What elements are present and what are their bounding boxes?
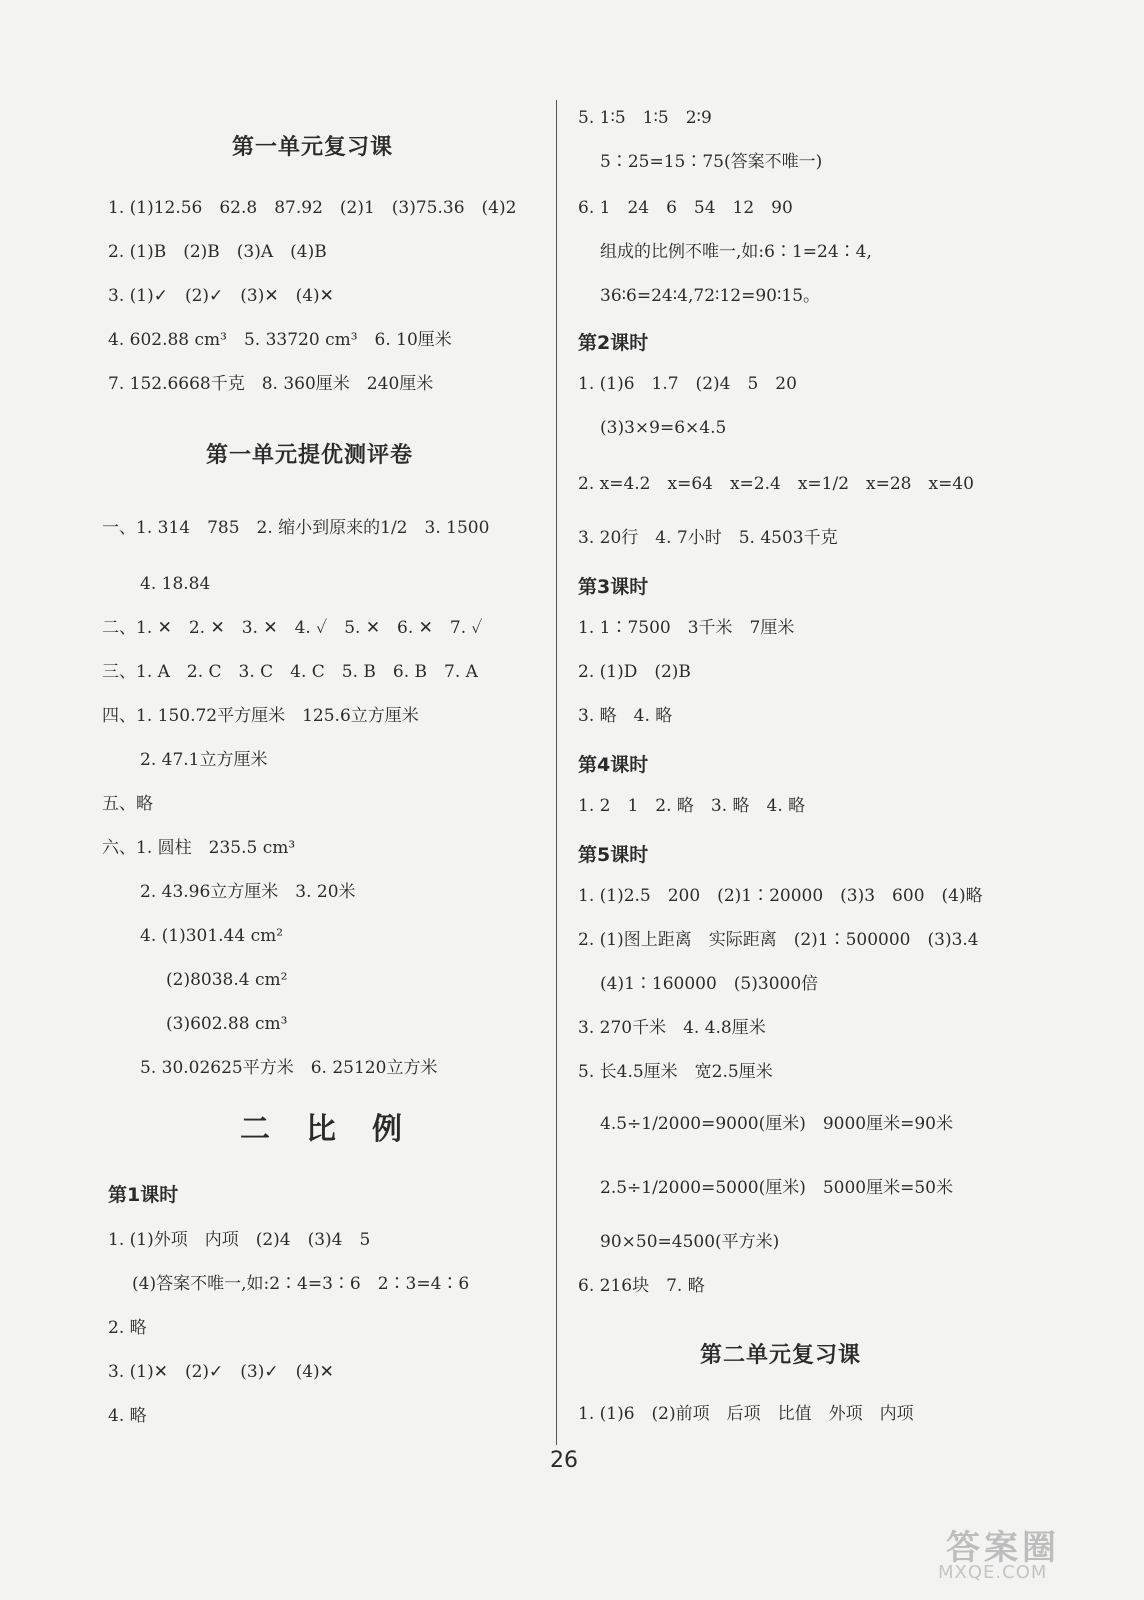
answer-line: 4. 602.88 cm³ 5. 33720 cm³ 6. 10厘米 — [108, 330, 452, 350]
lesson3-title: 第3课时 — [578, 576, 649, 598]
answer-line: 36∶6=24∶4,72∶12=90∶15。 — [600, 286, 821, 306]
answer-line: 6. 1 24 6 54 12 90 — [578, 198, 793, 218]
answer-line: 2.5÷1/2000=5000(厘米) 5000厘米=50米 — [600, 1178, 953, 1198]
answer-line: 2. (1)B (2)B (3)A (4)B — [108, 242, 327, 262]
answer-line: 3. (1)✕ (2)✓ (3)✓ (4)✕ — [108, 1362, 334, 1382]
unit1-review-title: 第一单元复习课 — [232, 135, 394, 160]
answer-line: 5∶25=15∶75(答案不唯一) — [600, 152, 823, 172]
answer-line: 1. 1∶7500 3千米 7厘米 — [578, 618, 795, 638]
answer-line: 5. 长4.5厘米 宽2.5厘米 — [578, 1062, 773, 1082]
answer-line: (2)8038.4 cm² — [166, 970, 288, 990]
answer-line: 1. (1)2.5 200 (2)1∶20000 (3)3 600 (4)略 — [578, 886, 983, 906]
answer-line: 2. x=4.2 x=64 x=2.4 x=1/2 x=28 x=40 — [578, 474, 974, 494]
answer-line: 5. 1∶5 1∶5 2∶9 — [578, 108, 712, 128]
answer-line: 7. 152.6668千克 8. 360厘米 240厘米 — [108, 374, 434, 394]
watermark-text: 答案圈 — [946, 1528, 1060, 1568]
answer-line: 3. (1)✓ (2)✓ (3)✕ (4)✕ — [108, 286, 334, 306]
answer-line: (3)3×9=6×4.5 — [600, 418, 727, 438]
column-divider — [556, 100, 557, 1445]
answer-line: 1. 2 1 2. 略 3. 略 4. 略 — [578, 796, 806, 816]
lesson1-title: 第1课时 — [108, 1184, 179, 1206]
answer-line: 3. 20行 4. 7小时 5. 4503千克 — [578, 528, 838, 548]
answer-line: 2. (1)图上距离 实际距离 (2)1∶500000 (3)3.4 — [578, 930, 979, 950]
unit1-test-title: 第一单元提优测评卷 — [206, 443, 414, 468]
answer-line: 二、1. ✕ 2. ✕ 3. ✕ 4. ✓ 5. ✕ 6. ✕ 7. ✓ — [102, 618, 483, 638]
answer-line: 2. 47.1立方厘米 — [140, 750, 268, 770]
watermark-url: MXQE.COM — [938, 1562, 1048, 1583]
answer-line: (3)602.88 cm³ — [166, 1014, 288, 1034]
answer-line: 六、1. 圆柱 235.5 cm³ — [102, 838, 296, 858]
answer-line: 一、1. 314 785 2. 缩小到原来的1/2 3. 1500 — [102, 518, 490, 538]
answer-line: 4. 18.84 — [140, 574, 211, 594]
answer-line: 五、略 — [102, 794, 153, 814]
unit2-review-title: 第二单元复习课 — [700, 1343, 862, 1368]
answer-line: 3. 270千米 4. 4.8厘米 — [578, 1018, 766, 1038]
answer-line: 2. 43.96立方厘米 3. 20米 — [140, 882, 356, 902]
answer-line: 四、1. 150.72平方厘米 125.6立方厘米 — [102, 706, 419, 726]
answer-line: 4. (1)301.44 cm² — [140, 926, 284, 946]
answer-line: 3. 略 4. 略 — [578, 706, 673, 726]
answer-line: (4)1∶160000 (5)3000倍 — [600, 974, 819, 994]
answer-line: 1. (1)6 (2)前项 后项 比值 外项 内项 — [578, 1404, 914, 1424]
answer-line: 1. (1)12.56 62.8 87.92 (2)1 (3)75.36 (4)2 — [108, 198, 517, 218]
answer-line: 组成的比例不唯一,如:6∶1=24∶4, — [600, 242, 872, 262]
lesson5-title: 第5课时 — [578, 844, 649, 866]
answer-line: 2. 略 — [108, 1318, 147, 1338]
answer-line: 6. 216块 7. 略 — [578, 1276, 705, 1296]
answer-line: 90×50=4500(平方米) — [600, 1232, 780, 1252]
lesson4-title: 第4课时 — [578, 754, 649, 776]
answer-line: 4. 略 — [108, 1406, 147, 1426]
answer-line: 1. (1)外项 内项 (2)4 (3)4 5 — [108, 1230, 371, 1250]
answer-line: 4.5÷1/2000=9000(厘米) 9000厘米=90米 — [600, 1114, 953, 1134]
chapter2-title: 二比例 — [240, 1112, 438, 1147]
answer-line: 三、1. A 2. C 3. C 4. C 5. B 6. B 7. A — [102, 662, 478, 682]
page-number: 26 — [550, 1448, 578, 1473]
watermark-logo — [926, 1516, 1126, 1586]
answer-line: 2. (1)D (2)B — [578, 662, 691, 682]
lesson2-title: 第2课时 — [578, 332, 649, 354]
answer-line: (4)答案不唯一,如:2∶4=3∶6 2∶3=4∶6 — [132, 1274, 470, 1294]
answer-line: 1. (1)6 1.7 (2)4 5 20 — [578, 374, 797, 394]
answer-line: 5. 30.02625平方米 6. 25120立方米 — [140, 1058, 438, 1078]
